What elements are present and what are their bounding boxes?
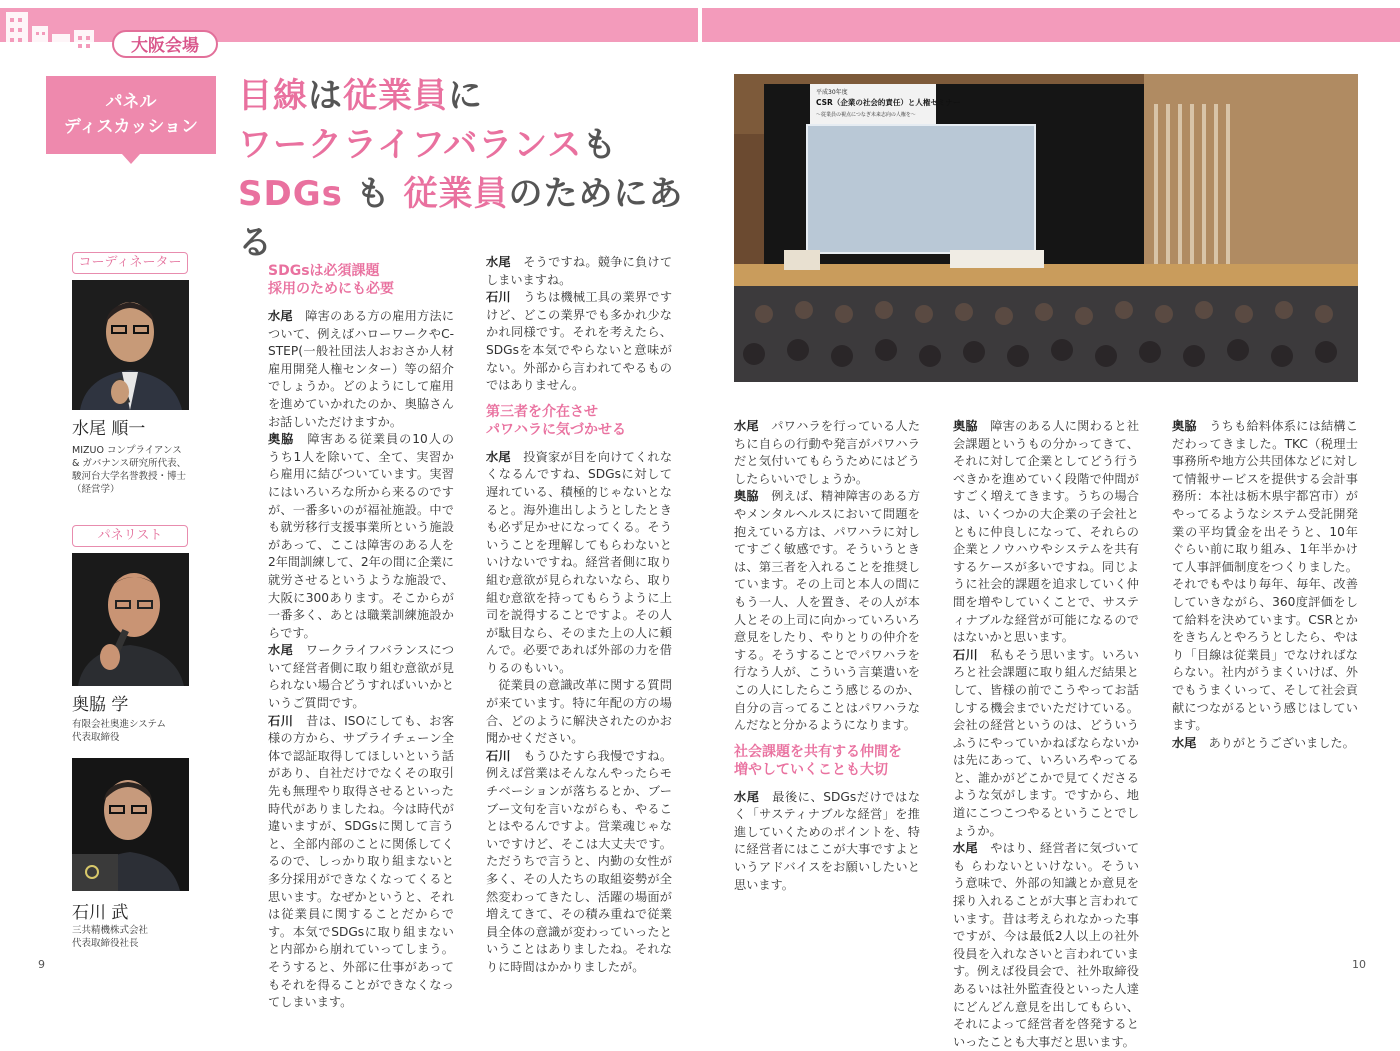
header-band-right bbox=[702, 8, 1400, 42]
paragraph bbox=[953, 418, 1139, 647]
panelist2-affiliation: 三共精機株式会社 代表取締役社長 bbox=[72, 925, 149, 949]
speaker-name: 水尾 bbox=[268, 643, 306, 658]
speaker-name: 水尾 bbox=[1172, 735, 1209, 750]
article-column-5 bbox=[1172, 418, 1358, 752]
speaker-name: 奥脇 bbox=[1172, 419, 1210, 433]
paragraph-text: 私もそう思います。いろいろと社会課題に取り組んだ結果として、皆様の前でこうやってお話しする機会までいただけている。会社の経営というのは、どういうふうにやっていかねばならないかは先にあって、いろいろやってると、誰かがどこかで見てくださるような気がします。ですから、地道にこつこつやるということでしょうか。 bbox=[953, 647, 1139, 838]
section-label-line1: パネル bbox=[105, 92, 157, 112]
title-segment: SDGs bbox=[238, 174, 343, 214]
paragraph-text: 例えば、精神障害のある方やメンタルヘルスにおいて問題を抱えている方は、パワハラに対してすごく敏感です。そういうときは、第三者を入れることを推奨しています。その上司と本人の間にもう一人、人を置き、その人が本人とその上司に向かっていろいろ意見をしたり、やりとりの仲介をする。そうすることでパワハラを行なう人が、こういう言葉遣いをこの人にしたらこう感じるのか、自分の言ってることはパワハラなんだなと分かるようになります。 bbox=[734, 489, 921, 733]
paragraph bbox=[486, 449, 672, 678]
title-segment: 従業員 bbox=[343, 76, 448, 116]
speaker-name: 石川 bbox=[953, 647, 991, 662]
title-segment: は bbox=[308, 76, 343, 116]
title-line-1 bbox=[238, 72, 698, 121]
subheading bbox=[268, 262, 454, 298]
subheading-line: パワハラに気づかせる bbox=[486, 421, 626, 438]
title-segment: も bbox=[582, 125, 618, 165]
title-segment: 従業員 bbox=[403, 174, 509, 214]
speaker-name: 水尾 bbox=[486, 255, 524, 269]
page-number-left: 9 bbox=[38, 958, 45, 971]
article-column-1 bbox=[268, 254, 454, 1012]
coordinator-photo bbox=[72, 280, 189, 410]
building-skyline-icon bbox=[6, 12, 106, 54]
title-line-2 bbox=[238, 121, 698, 170]
paragraph bbox=[268, 308, 454, 431]
subheading-line: 増やしていくことも大切 bbox=[734, 761, 888, 778]
paragraph bbox=[1172, 418, 1358, 735]
paragraph bbox=[486, 289, 672, 395]
venue-badge: 大阪会場 bbox=[112, 30, 218, 58]
paragraph bbox=[1172, 735, 1358, 753]
paragraph-text: 投資家が目を向けてくれなくなるんですね、SDGsに対して遅れている、積極的じゃないとなると。海外進出しようとしたときも必ず足かせになってくる。そういうことを理解してもらわないといけないですね。経営者側に取り組む意欲が見られないなら、取り組む意欲を持ってもらうように上司を説得することですよ。その人が駄目なら、そのまた上の人に頼んで。必要であれば外部の力を借りるのもいい。 bbox=[486, 449, 673, 675]
paragraph bbox=[486, 677, 672, 747]
section-label-box bbox=[46, 76, 216, 154]
paragraph bbox=[268, 642, 454, 712]
role-label-coordinator: コーディネーター bbox=[72, 252, 188, 274]
page-title bbox=[238, 72, 698, 268]
coordinator-name: 水尾 順一 bbox=[72, 419, 146, 439]
paragraph-text: もうひたすら我慢ですね。例えば営業はそんなんやったらモチベーションが落ちるとか、ブーブー文句を言いながらも、やることはやるんですよ。営業魂じゃないですけど、そこは大丈夫です。ただうちで言うと、内勤の女性が多く、その人たちの取組姿勢が全然変わってきたし、活躍の場面が増えてきて、その積み重ねで従業員全体の意識が変わっていったということはありましたね。それなりに時間はかかりましたが。 bbox=[486, 748, 673, 974]
subheading-line: 社会課題を共有する仲間を bbox=[734, 743, 902, 760]
section-label-line2: ディスカッション bbox=[63, 117, 199, 137]
panelist1-name: 奥脇 学 bbox=[72, 695, 129, 715]
paragraph bbox=[268, 431, 454, 642]
paragraph-text: そうですね。競争に負けてしまいますね。 bbox=[486, 255, 673, 287]
paragraph-text: パワハラを行っている人たちに自らの行動や発言がパワハラだと気付いてもらうためにはどうしたらいいでしょうか。 bbox=[734, 419, 921, 486]
speaker-name: 石川 bbox=[268, 713, 307, 728]
paragraph bbox=[953, 647, 1139, 841]
paragraph-text: やはり、経営者に気づいても らわないといけない。そういう意味で、外部の知識とか意見を採り入れることが大事と言われています。昔は考えられなかった事ですが、今は最低2人以上の社外役員を入れなさいと言われています。例えば役員会で、社外取締役あるいは社外監査役といった人達にどんどん意見を出してもらい、それによって経営者を啓発するといったことも大事だと思います。 bbox=[953, 841, 1140, 1049]
panelist2-name: 石川 武 bbox=[72, 903, 129, 923]
panelist1-affiliation: 有限会社奥進システム 代表取締役 bbox=[72, 719, 167, 743]
paragraph bbox=[734, 418, 920, 488]
title-segment: に bbox=[448, 76, 483, 116]
subheading-line: 第三者を介在させ bbox=[486, 403, 598, 420]
subheading bbox=[734, 743, 920, 779]
speaker-name: 水尾 bbox=[486, 449, 524, 464]
subheading bbox=[486, 403, 672, 439]
paragraph-text: うちは機械工具の業界ですけど、どこの業界でも多かれ少なかれ同様です。それを考えたら、SDGsを本気でやらないと意味がない。外部から言われてやるものではありません。 bbox=[486, 290, 673, 393]
banner-text: 平成30年度 bbox=[816, 89, 848, 96]
paragraph-text: ワークライフバランスについて経営者側に取り組む意欲が見られない場合どうすればいいかというご質問です。 bbox=[268, 643, 455, 711]
speaker-name: 奥脇 bbox=[953, 419, 991, 433]
paragraph bbox=[486, 748, 672, 977]
paragraph bbox=[486, 254, 672, 289]
banner-text: CSR（企業の社会的責任）と人権セミナー bbox=[816, 98, 961, 107]
paragraph-text: うちも給料体系には結構こだわってきました。TKC（税理士事務所や地方公共団体などに対して情報サービスを提供する会計事務所：本社は栃木県宇都宮市）がやってるようなシステム受託開発業の平均賃金を出そうと、10年ぐらい前に取り組み、1年半かけて人事評価制度をつくりました。それでもやはり毎年、毎年、改善していきながら、360度評価をして給料を決めています。CSRとかをきちんとやろうとしたら、やはり「目線は従業員」でなければならない。社内がうまくいけば、外でもうまくいって、そして社会貢献につながるという感じはしています。 bbox=[1172, 419, 1359, 733]
paragraph bbox=[734, 789, 920, 895]
banner-text: 〜従業員の視点につなぎ未来志向の人権を〜 bbox=[816, 112, 916, 118]
speaker-name: 石川 bbox=[486, 748, 524, 763]
section-label-tail bbox=[122, 154, 140, 164]
page-number-right: 10 bbox=[1352, 958, 1366, 971]
speaker-name: 奥脇 bbox=[268, 432, 308, 447]
title-segment: ワークライフバランス bbox=[238, 125, 583, 165]
title-segment: も bbox=[342, 174, 404, 214]
subheading-line: SDGsは必須課題 bbox=[268, 263, 380, 279]
coordinator-affiliation: MIZUO コンプライアンス & ガバナンス研究所代表、 駿河台大学名誉教授・博士 （経営学） bbox=[72, 445, 187, 495]
article-column-4 bbox=[953, 418, 1139, 1051]
paragraph-text: 障害のある方の雇用方法について、例えばハローワークやC-STEP(一般社団法人おおさか人材雇用開発人権センター）等の紹介でしょうか。どのようにして雇用を進めていかれたのか、奥脇さんお話しいただけますか。 bbox=[268, 309, 455, 429]
paragraph bbox=[734, 488, 920, 734]
paragraph-text: 最後に、SDGsだけではなく「サスティナブルな経営」を推進していくためのポイントを、特に経営者にはここが大事ですよというアドバイスをお願いしたいと思います。 bbox=[734, 789, 921, 892]
paragraph-text: 昔は、ISOにしても、お客様の方から、サプライチェーン全体で認証取得してほしいという話があり、自社だけでなくその取引先も無理やり取得させるといった時代がありましたね。今は時代が違いますが、SDGsに関して言うと、全部内部のことに関係してくるので、しっかり取り組まないと多分採用ができなくなってくると思います。なぜかというと、それは従業員に関することだからです。本気でSDGsに取り組まないと内部から崩れていってしまう。そうすると、外部に仕事があってもそれを得ることができなくなってしまいます。 bbox=[268, 713, 454, 1010]
speaker-name: 水尾 bbox=[268, 309, 306, 323]
paragraph bbox=[953, 840, 1139, 1051]
article-column-2 bbox=[486, 254, 672, 977]
role-label-panelists: パネリスト bbox=[72, 525, 188, 547]
panelist2-photo bbox=[72, 758, 189, 891]
paragraph-text: ありがとうございました。 bbox=[1208, 735, 1355, 750]
subheading-line: 採用のためにも必要 bbox=[268, 281, 394, 297]
title-segment: 目線 bbox=[238, 76, 308, 116]
speaker-name: 水尾 bbox=[953, 841, 991, 856]
paragraph bbox=[268, 713, 454, 1012]
speaker-name: 水尾 bbox=[734, 419, 772, 433]
article-column-3 bbox=[734, 418, 920, 894]
speaker-name: 水尾 bbox=[734, 789, 773, 804]
title-segment: のためにある bbox=[238, 174, 684, 263]
seminar-photo bbox=[734, 74, 1358, 382]
speaker-name: 石川 bbox=[486, 290, 524, 305]
speaker-name: 奥脇 bbox=[734, 489, 772, 504]
panelist1-photo bbox=[72, 553, 189, 686]
paragraph-text: 障害ある従業員の10人のうち1人を除いて、全て、実習から雇用に結びついています。実習にはいろいろな所から来るのですが、一番多いのが福祉施設。中でも就労移行支援事業所という施設があって、ここは障害のある人を2年間訓練して、2年の間に企業に就労させるというような施設で、大阪に300あります。そこからが一番多く、あとは職業訓練施設からです。 bbox=[268, 432, 454, 640]
paragraph-text: 障害のある人に関わると社会課題というもの分かってきて、それに対して企業としてどう行うべきかを進めていく段階で仲間がすごく増えてきます。うちの場合は、いくつかの大企業の子会社とともに仲良しになって、それらの企業とノウハウやシステムを共有するケースが多いですね。同じように社会的課題を追求していく仲間を増やしていくことで、サスティナブルな経営が可能になるのではないかと思います。 bbox=[953, 419, 1140, 645]
paragraph-text: 従業員の意識改革に関する質問が来ています。特に年配の方の場合、どのように解決されたのかお聞かせください。 bbox=[486, 678, 672, 746]
